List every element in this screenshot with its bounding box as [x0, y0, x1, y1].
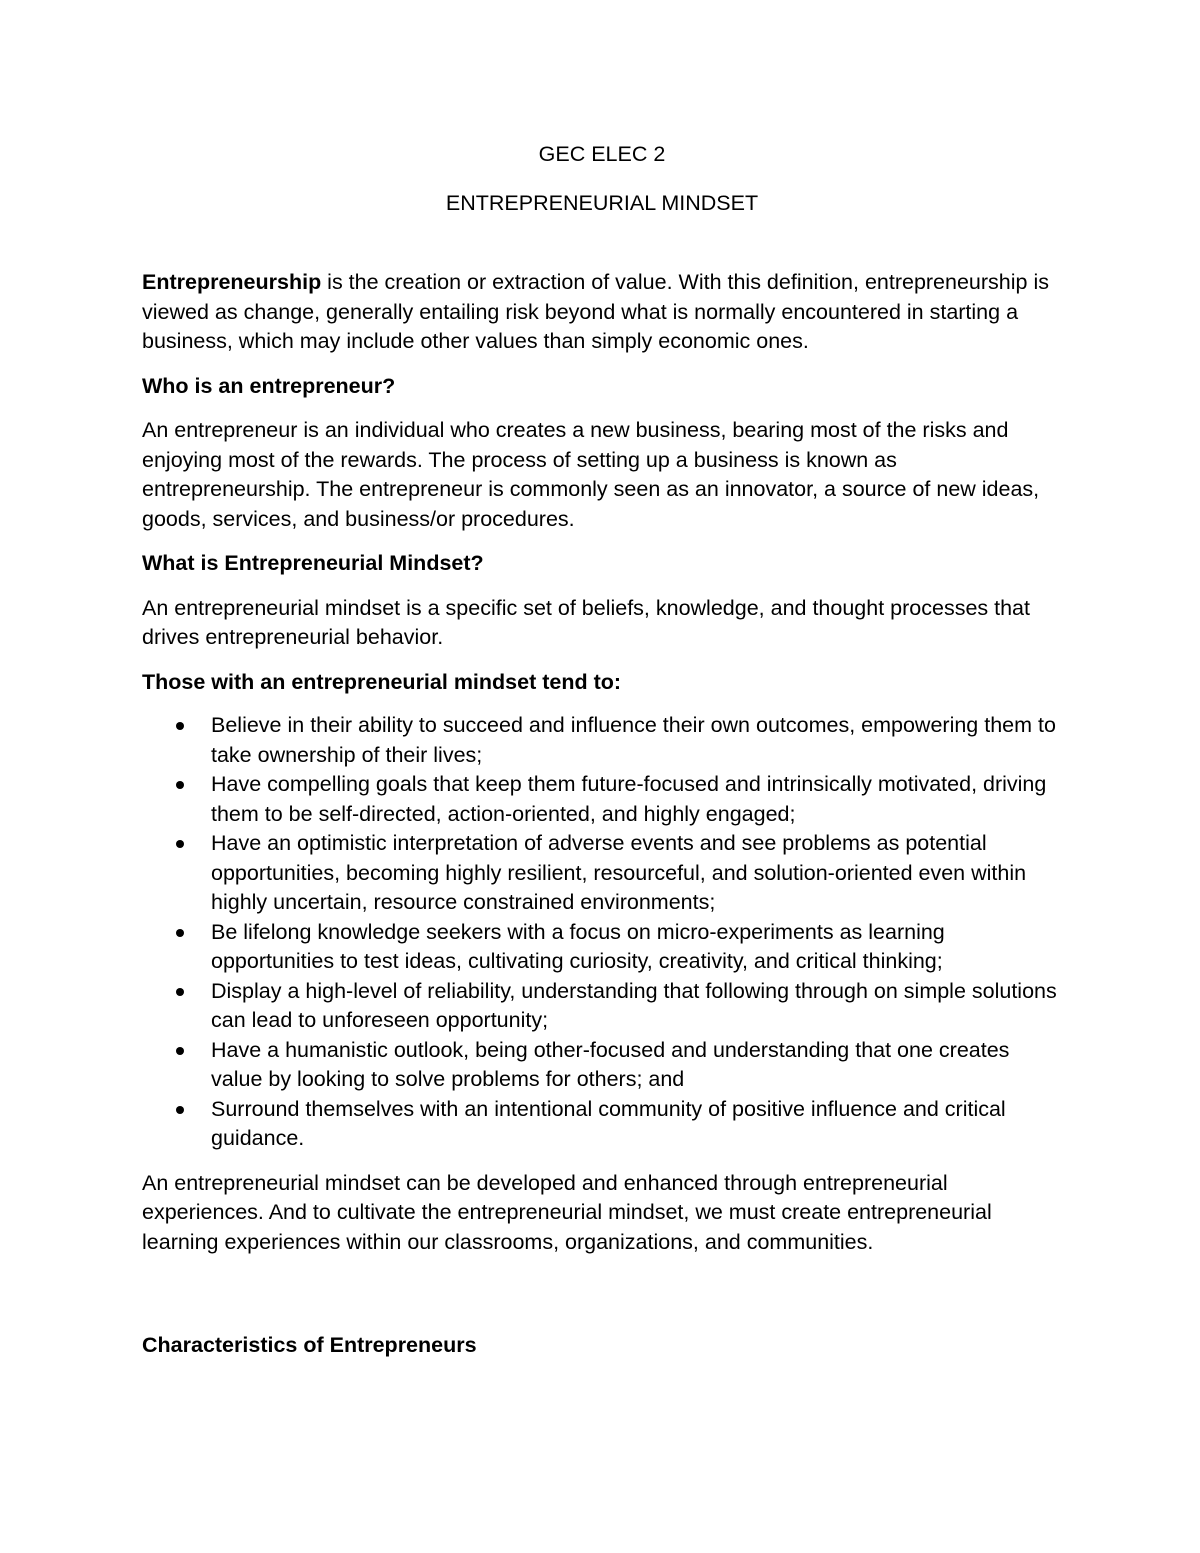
- bullet-icon: [176, 988, 184, 996]
- document-title: ENTREPRENEURIAL MINDSET: [445, 190, 759, 215]
- intro-text: is the creation or extraction of value. With this definition, entrepreneurship is viewed as change, generally entailing risk beyond what is normally encountered in starting a business, which may include other values than simply economic ones.: [142, 270, 1049, 353]
- next-section-heading: Characteristics of Entrepreneurs: [142, 1333, 477, 1357]
- list-item: [142, 1036, 1062, 1095]
- intro-term: Entrepreneurship: [142, 270, 322, 294]
- list-item: [142, 977, 1062, 1036]
- list-item-text: Be lifelong knowledge seekers with a focus on micro-experiments as learning opportunities to test ideas, cultivating curiosity, creativity, and critical thinking;: [211, 919, 945, 973]
- traits-heading: Those with an entrepreneurial mindset tend to:: [142, 669, 622, 694]
- list-item: [142, 829, 1062, 918]
- list-item-text: Have a humanistic outlook, being other-focused and understanding that one creates value by looking to solve problems for others; and: [211, 1037, 1010, 1091]
- list-item-text: Have compelling goals that keep them future-focused and intrinsically motivated, driving them to be self-directed, action-oriented, and highly engaged;: [211, 772, 1047, 826]
- list-item: [142, 1095, 1062, 1154]
- course-code: GEC ELEC 2: [538, 142, 666, 166]
- document-body: [142, 140, 1062, 1376]
- section-body-who: An entrepreneur is an individual who creates a new business, bearing most of the risks and enjoying most of the rewards. The process of setting up a business is known as entrepreneurship. The entrepreneur is commonly seen as an innovator, a source of new ideas, goods, services, and business/or procedures.: [142, 418, 1040, 531]
- list-item-text: Have an optimistic interpretation of adverse events and see problems as potential opportunities, becoming highly resilient, resourceful, and solution-oriented even within highly uncertain, resource constrained environments;: [211, 831, 1027, 914]
- bullet-icon: [176, 722, 184, 730]
- section-body-mindset: An entrepreneurial mindset is a specific set of beliefs, knowledge, and thought processes that drives entrepreneurial behavior.: [142, 595, 1030, 649]
- list-item-text: Surround themselves with an intentional community of positive influence and critical guidance.: [211, 1096, 1006, 1150]
- section-heading-mindset: What is Entrepreneurial Mindset?: [142, 551, 484, 575]
- section-heading-who: Who is an entrepreneur?: [142, 373, 396, 398]
- closing-paragraph: An entrepreneurial mindset can be developed and enhanced through entrepreneurial experiences. And to cultivate the entrepreneurial mindset, we must create entrepreneurial learning experiences within our classrooms, organizations, and communities.: [142, 1170, 992, 1254]
- list-item-text: Believe in their ability to succeed and influence their own outcomes, empowering them to take ownership of their lives;: [211, 713, 1056, 767]
- bullet-icon: [176, 929, 184, 937]
- bullet-icon: [176, 781, 184, 789]
- bullet-icon: [176, 1106, 184, 1114]
- list-item: [142, 770, 1062, 829]
- list-item: [142, 918, 1062, 977]
- list-item-text: Display a high-level of reliability, understanding that following through on simple solutions can lead to unforeseen opportunity;: [211, 978, 1057, 1032]
- intro-paragraph: [142, 268, 1062, 357]
- traits-list: [142, 711, 1062, 1154]
- list-item: [142, 711, 1062, 770]
- bullet-icon: [176, 840, 184, 848]
- bullet-icon: [176, 1047, 184, 1055]
